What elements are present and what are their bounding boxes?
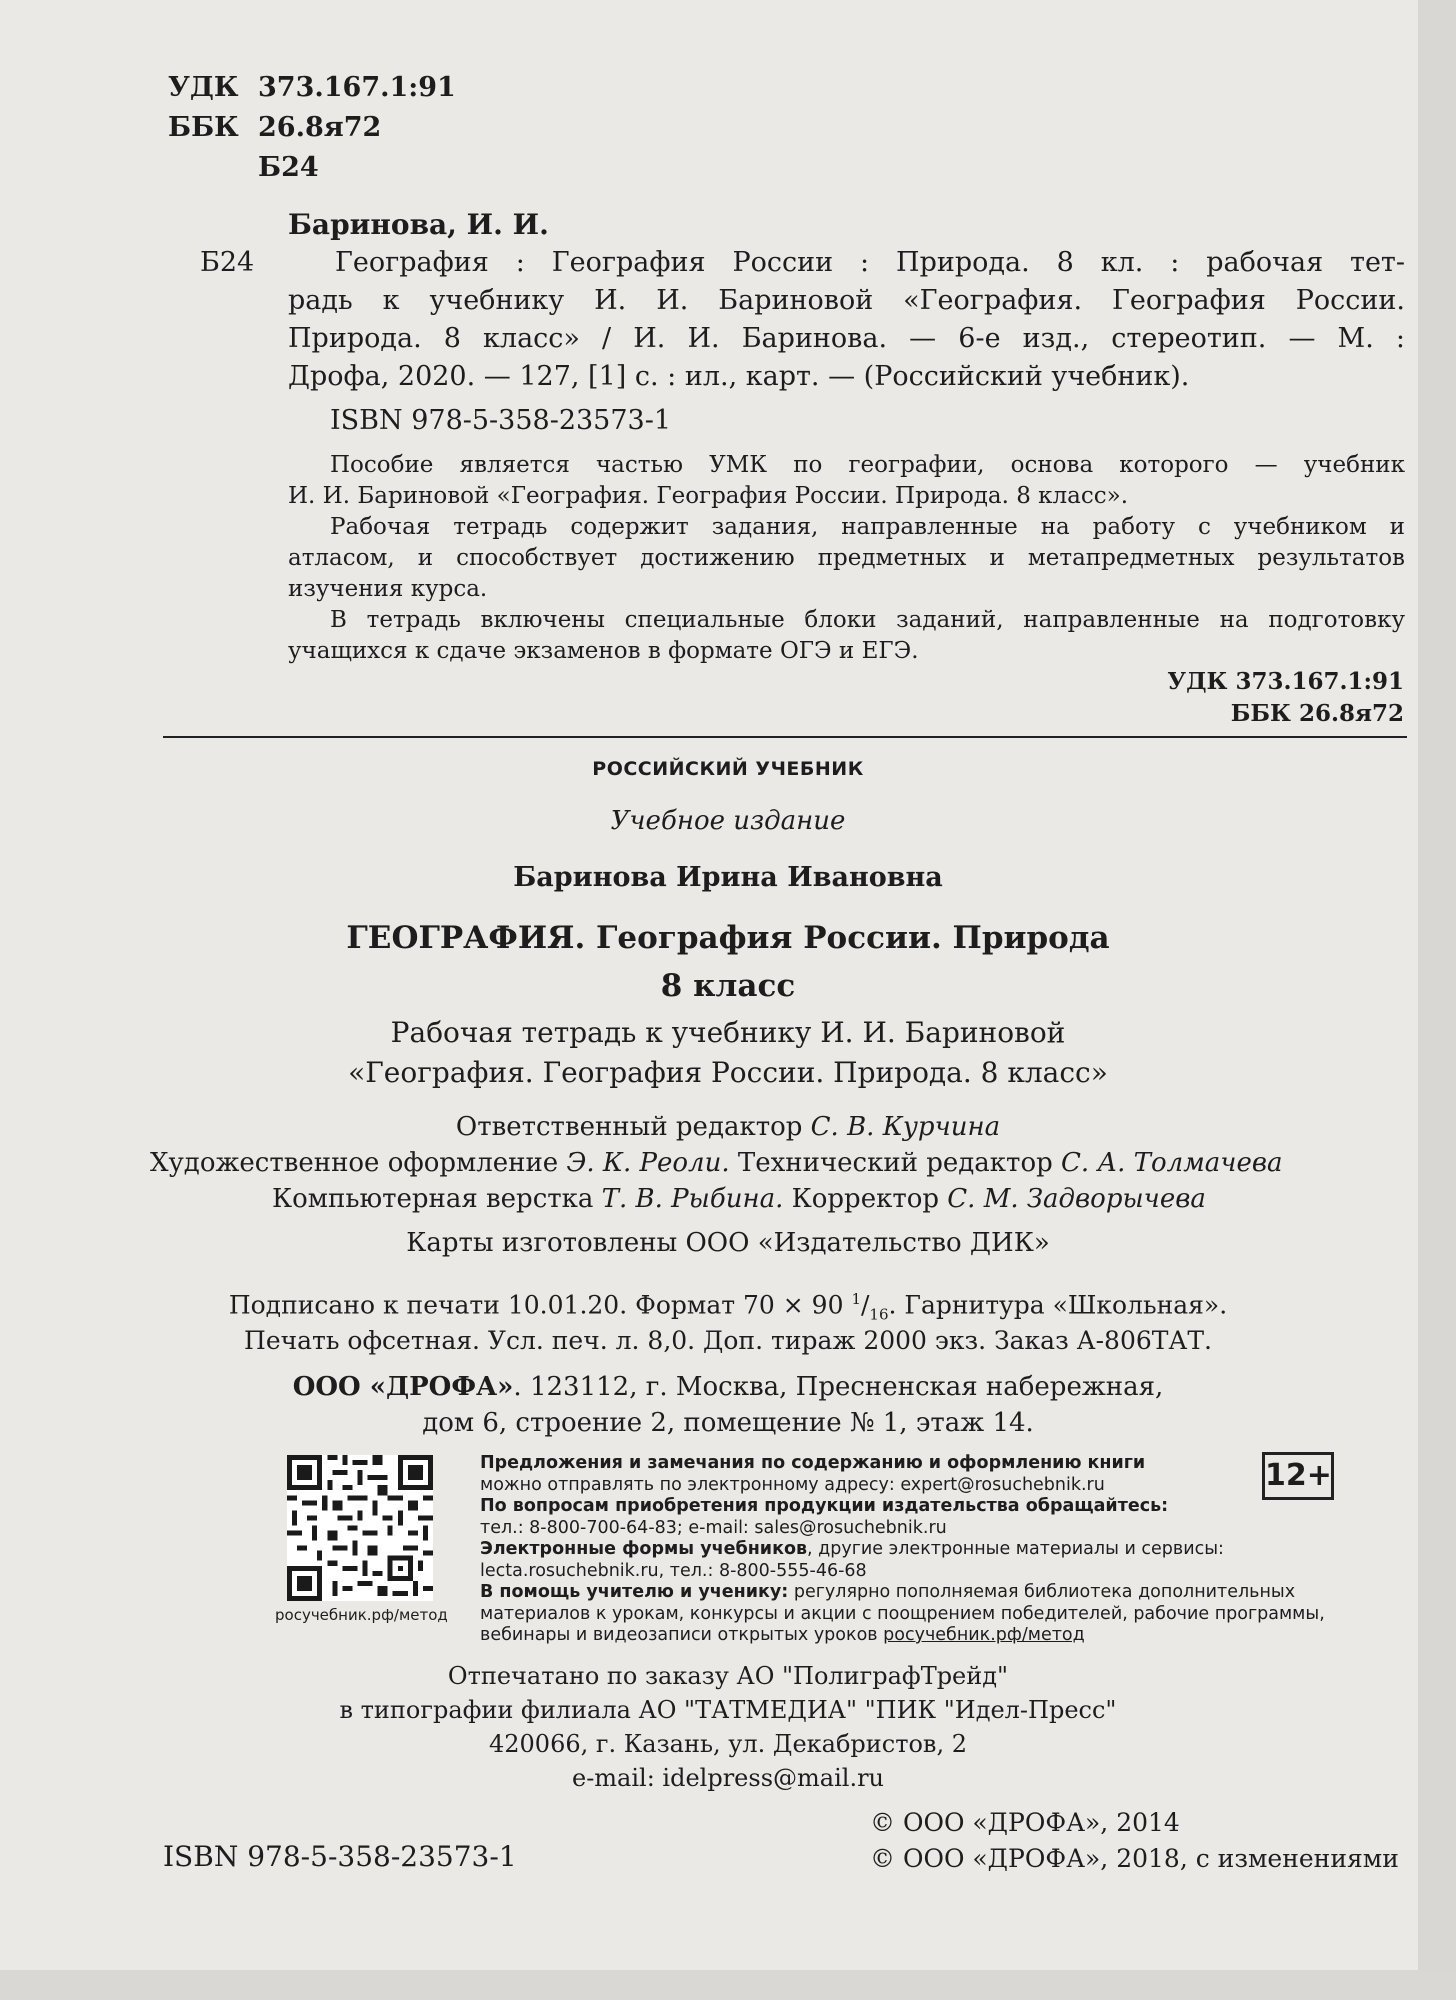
- credit-label: Ответственный редактор: [455, 1112, 803, 1142]
- info-line-rest: , другие электронные материалы и сервисы:: [807, 1539, 1224, 1559]
- format-fraction-num: 1: [851, 1290, 861, 1308]
- info-line[interactable]: тел.: 8-800-700-64-83; e-mail: sales@rosuchebnik.ru: [480, 1517, 947, 1538]
- publisher-address: [0, 1372, 1456, 1402]
- udk-label: УДК: [168, 72, 239, 103]
- qr-caption: росучебник.рф/метод: [275, 1606, 448, 1624]
- credit-name: С. М. Задворычева: [947, 1184, 1206, 1214]
- copyright-line: © ООО «ДРОФА», 2018, с изменениями: [870, 1844, 1399, 1873]
- book-subtitle: Рабочая тетрадь к учебнику И. И. Бариновой: [390, 1016, 1066, 1049]
- qr-code-graphic: [287, 1455, 433, 1601]
- page-bottom-shadow: [0, 1970, 1456, 2000]
- info-line-rest: регулярно пополняемая библиотека дополнительных: [788, 1582, 1296, 1602]
- credit-name: Т. В. Рыбина.: [601, 1184, 784, 1214]
- catalog-desc-line: радь к учебнику И. И. Бариновой «География. География России.: [288, 285, 1405, 316]
- annotation-line: Рабочая тетрадь содержит задания, направленные на работу с учебником и: [330, 514, 1405, 540]
- annotation-line: И. И. Бариновой «География. География России. Природа. 8 класс».: [288, 483, 1129, 509]
- print-typeface: . Гарнитура «Школьная».: [888, 1290, 1228, 1320]
- credit-name: Э. К. Реоли.: [566, 1148, 730, 1178]
- format-fraction-den: 16: [869, 1305, 889, 1324]
- author-mark: Б24: [258, 152, 319, 183]
- annotation-line: атласом, и способствует достижению предметных и метапредметных результатов: [288, 545, 1405, 571]
- info-line-rest: вебинары и видеозаписи открытых уроков: [480, 1625, 884, 1645]
- copyright-line: © ООО «ДРОФА», 2014: [870, 1808, 1180, 1837]
- credit-label: Технический редактор: [737, 1148, 1053, 1178]
- series-name: РОССИЙСКИЙ УЧЕБНИК: [592, 758, 864, 780]
- info-line: [480, 1539, 1325, 1561]
- printer-line: 420066, г. Казань, ул. Декабристов, 2: [489, 1730, 967, 1758]
- qr-code[interactable]: [287, 1455, 433, 1601]
- method-link[interactable]: росучебник.рф/метод: [883, 1625, 1085, 1645]
- info-line-bold: Электронные формы учебников: [480, 1539, 808, 1559]
- age-rating-badge: 12+: [1262, 1452, 1334, 1500]
- publisher-name: ООО «ДРОФА»: [292, 1372, 514, 1402]
- bbk-right: ББК 26.8я72: [1230, 700, 1404, 727]
- info-line: [480, 1582, 1325, 1604]
- annotation-line: Пособие является частью УМК по географии, основа которого — учебник: [330, 452, 1405, 478]
- credit-label: Корректор: [791, 1184, 940, 1214]
- maps-note: Карты изготовлены ООО «Издательство ДИК»: [406, 1228, 1050, 1258]
- annotation-line: изучения курса.: [288, 576, 488, 602]
- print-details: Подписано к печати 10.01.20. Формат 70 × 90 $^1/_{16}$. Гарнитура «Школьная».: [228, 1290, 1228, 1324]
- catalog-desc-line: Дрофа, 2020. — 127, [1] с. : ил., карт. — (Российский учебник).: [288, 361, 1190, 392]
- catalog-mark: Б24: [200, 247, 255, 278]
- printer-line: Отпечатано по заказу АО "ПолиграфТрейд": [447, 1662, 1009, 1690]
- info-line: По вопросам приобретения продукции издательства обращайтесь:: [480, 1496, 1169, 1516]
- print-format: Подписано к печати 10.01.20. Формат 70 × 90: [228, 1290, 852, 1320]
- info-line: материалов к урокам, конкурсы и акции с поощрением победителей, рабочие программы,: [480, 1603, 1325, 1624]
- udk-right: УДК 373.167.1:91: [1167, 668, 1404, 695]
- publisher-address-2: дом 6, строение 2, помещение № 1, этаж 14.: [422, 1408, 1034, 1438]
- credits-layout-proof: [272, 1184, 1206, 1214]
- book-grade: 8 класс: [660, 968, 796, 1004]
- catalog-isbn: ISBN 978-5-358-23573-1: [330, 405, 672, 436]
- info-line: [480, 1625, 1325, 1647]
- info-line-bold: В помощь учителю и ученику:: [480, 1582, 789, 1602]
- catalog-author: Баринова, И. И.: [288, 208, 549, 241]
- bbk-value: 26.8я72: [258, 112, 382, 143]
- catalog-desc-line: География : География России : Природа. 8 кл. : рабочая тет-: [335, 247, 1405, 278]
- credits-art-tech: [150, 1148, 1282, 1178]
- credits-resp-editor: [0, 1112, 1456, 1142]
- credit-name: С. А. Толмачева: [1061, 1148, 1283, 1178]
- printer-line: в типографии филиала АО "ТАТМЕДИА" "ПИК "Идел-Пресс": [339, 1696, 1117, 1724]
- annotation-line: В тетрадь включены специальные блоки заданий, направленные на подготовку: [330, 607, 1405, 633]
- udk-value: 373.167.1:91: [258, 72, 456, 103]
- author-full-name: Баринова Ирина Ивановна: [513, 862, 943, 893]
- book-title: ГЕОГРАФИЯ. География России. Природа: [346, 920, 1110, 956]
- printer-email: e-mail: idelpress@mail.ru: [571, 1764, 884, 1792]
- annotation-line: учащихся к сдаче экзаменов в формате ОГЭ и ЕГЭ.: [288, 638, 919, 664]
- footer-isbn: ISBN 978-5-358-23573-1: [163, 1840, 517, 1873]
- info-line[interactable]: можно отправлять по электронному адресу: expert@rosuchebnik.ru: [480, 1474, 1105, 1495]
- info-text-block: [480, 1453, 1325, 1647]
- credit-label: Художественное оформление: [150, 1148, 559, 1178]
- divider: [163, 736, 1407, 738]
- credit-label: Компьютерная верстка: [272, 1184, 594, 1214]
- print-details-2: Печать офсетная. Усл. печ. л. 8,0. Доп. тираж 2000 экз. Заказ А-806ТАТ.: [244, 1326, 1212, 1355]
- catalog-desc-line: Природа. 8 класс» / И. И. Баринова. — 6-е изд., стереотип. — М. :: [288, 323, 1405, 354]
- credit-name: С. В. Курчина: [810, 1112, 1001, 1142]
- info-line[interactable]: lecta.rosuchebnik.ru, тел.: 8-800-555-46-68: [480, 1560, 867, 1581]
- edition-type: Учебное издание: [610, 806, 846, 836]
- publisher-addr: . 123112, г. Москва, Пресненская набережная,: [513, 1372, 1164, 1402]
- bbk-label: ББК: [168, 112, 239, 143]
- info-line: Предложения и замечания по содержанию и оформлению книги: [480, 1453, 1146, 1473]
- book-subtitle: «География. География России. Природа. 8 класс»: [348, 1056, 1108, 1089]
